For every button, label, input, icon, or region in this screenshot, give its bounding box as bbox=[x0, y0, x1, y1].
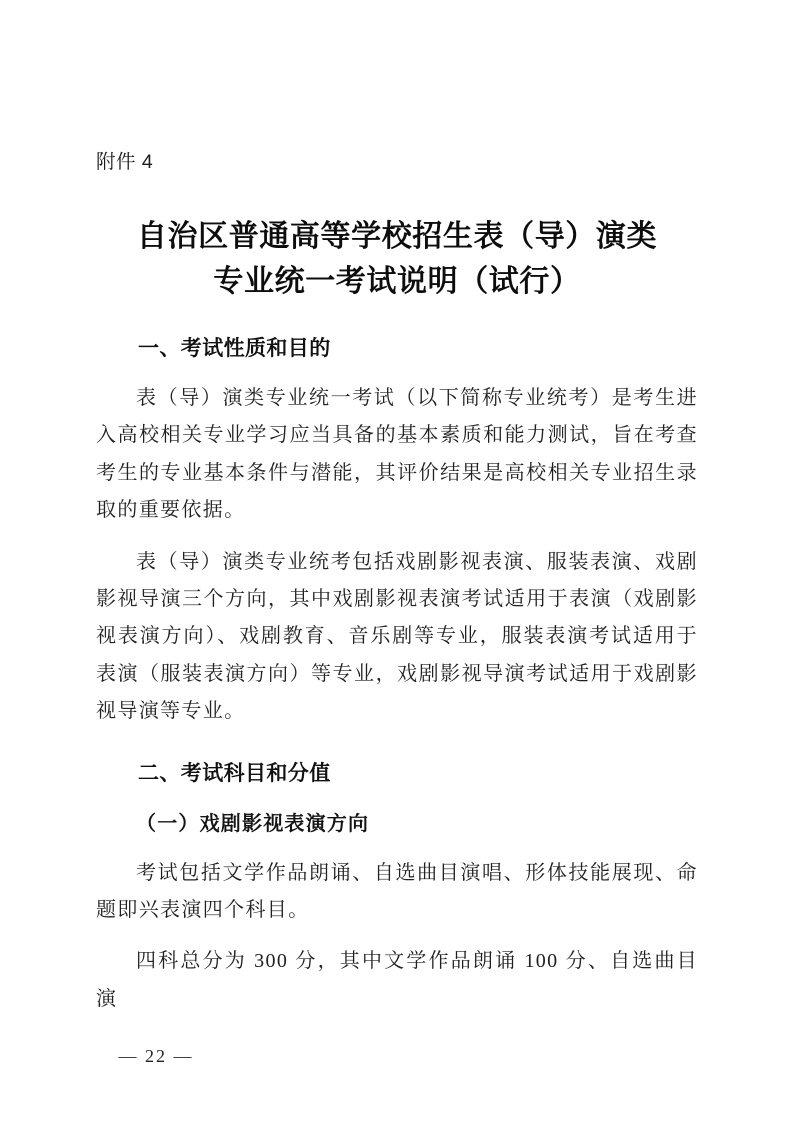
attachment-label: 附件 4 bbox=[96, 151, 154, 173]
section-2-paragraph-2: 四科总分为 300 分，其中文学作品朗诵 100 分、自选曲目演 bbox=[96, 950, 698, 1010]
spacer bbox=[96, 368, 698, 380]
spacer bbox=[96, 793, 698, 805]
spacer bbox=[96, 843, 698, 855]
section-1-paragraph-1: 表（导）演类专业统一考试（以下简称专业统考）是考生进入高校相关专业学习应当具备的基本素质和能力测试，旨在考查考生的专业基本条件与潜能，其评价结果是高校相关专业招生录取的重要依据。 bbox=[96, 387, 698, 522]
page-number: — 22 — bbox=[118, 1046, 194, 1066]
document-body bbox=[96, 330, 698, 1018]
spacer bbox=[96, 731, 698, 755]
section-1-paragraph-2: 表（导）演类专业统考包括戏剧影视表演、服装表演、戏剧影视导演三个方向，其中戏剧影视表演考试适用于表演（戏剧影视表演方向）、戏剧教育、音乐剧等专业，服装表演考试适用于表演（服装表演方向）等专业，戏剧影视导演考试适用于戏剧影视导演等专业。 bbox=[96, 550, 698, 723]
section-heading-1: 一、考试性质和目的 bbox=[138, 337, 331, 360]
subsection-heading-2-1: （一）戏剧影视表演方向 bbox=[136, 812, 370, 835]
section-2-paragraph-1: 考试包括文学作品朗诵、自选曲目演唱、形体技能展现、命题即兴表演四个科目。 bbox=[96, 861, 698, 922]
page-title-line-2: 专业统一考试说明（试行） bbox=[213, 265, 581, 298]
page-title-line-1: 自治区普通高等学校招生表（导）演类 bbox=[136, 220, 658, 253]
spacer bbox=[96, 530, 698, 544]
section-heading-2: 二、考试科目和分值 bbox=[138, 761, 331, 785]
page-title bbox=[96, 214, 698, 304]
spacer bbox=[96, 929, 698, 943]
